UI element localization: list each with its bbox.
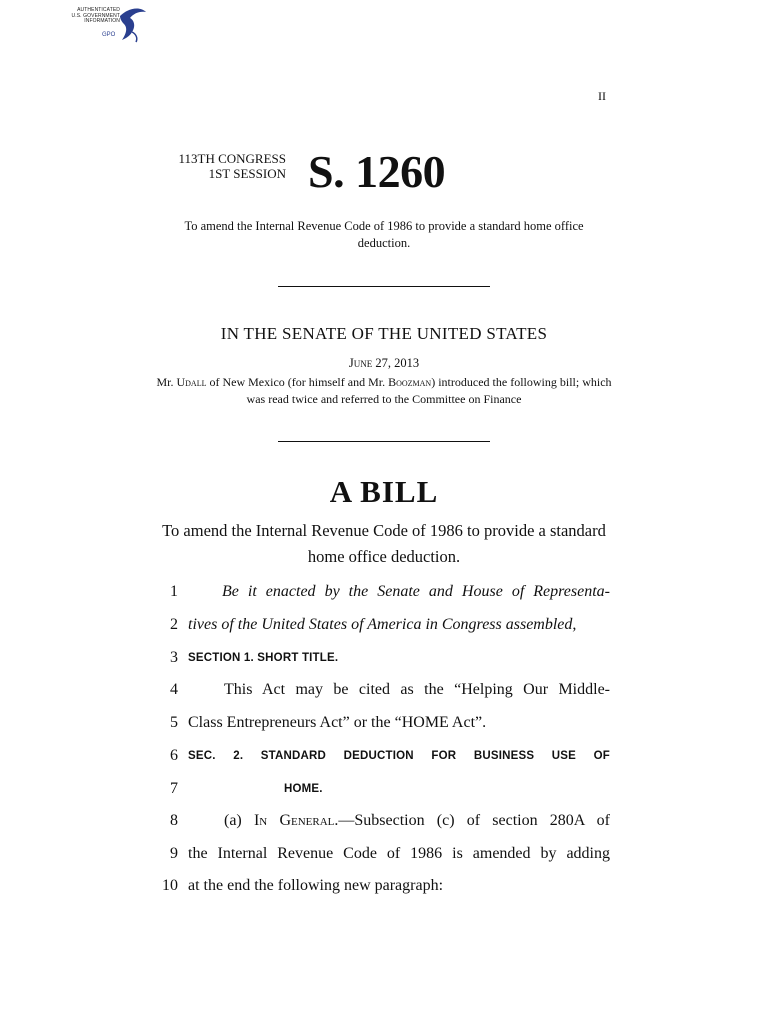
line-number: 1 [170,583,178,600]
enacting-clause-line: tives of the United States of America in Congress assembled, [188,616,577,633]
gpo-badge-text [62,8,120,25]
section-heading: SEC. 2. STANDARD DEDUCTION FOR BUSINESS USE OF [188,750,610,762]
congress-label: 113TH CONGRESS [178,151,286,166]
body-line [224,812,610,830]
chamber-title: IN THE SENATE OF THE UNITED STATES [220,324,548,343]
session-label: 1ST SESSION [208,166,286,181]
line-number: 6 [170,747,178,764]
subsection-label: (a) [224,812,254,829]
sponsor-name: Udall [176,375,207,389]
line-number: 8 [170,812,178,829]
bill-purpose: To amend the Internal Revenue Code of 1986 to provide a standard home office deduction. [162,521,606,566]
intro-text: of New Mexico (for himself and Mr. [206,375,389,389]
enacting-clause-line: Be it enacted by the Senate and House of Representa- [222,583,610,600]
gpo-authentication-badge [62,6,146,46]
line-number: 2 [170,616,178,633]
line-number: 3 [170,649,178,666]
subsection-title: In General [253,812,335,829]
body-line: at the end the following new paragraph: [188,877,444,894]
body-text: .—Subsection (c) of section 280A of [334,812,611,829]
divider-rule [278,286,490,287]
body-line: This Act may be cited as the “Helping Our Middle- [224,681,610,698]
section-heading-continued: HOME. [284,783,323,795]
line-number: 5 [170,714,178,731]
intro-text: ) introduced the following bill; which was read twice and referred to the Committee on Finance [246,375,612,406]
introduction-statement [156,374,612,407]
version-mark: II [598,89,606,103]
bill-number: S. 1260 [308,146,446,197]
line-number: 10 [162,877,178,894]
line-number: 9 [170,845,178,862]
introduction-date: June 27, 2013 [348,356,420,370]
body-line: the Internal Revenue Code of 1986 is amended by adding [188,845,610,862]
gpo-badge-line: U.S. GOVERNMENT [71,12,120,19]
gpo-badge-line: AUTHENTICATED [77,7,120,13]
body-line: Class Entrepreneurs Act” or the “HOME Act”. [188,714,487,731]
line-number: 4 [170,681,178,698]
gpo-badge-line: INFORMATION [84,18,120,24]
gpo-label: GPO [102,32,116,38]
congress-session-block [158,151,286,181]
bill-heading: A BILL [329,474,439,509]
section-heading: SECTION 1. SHORT TITLE. [188,652,339,664]
short-purpose: To amend the Internal Revenue Code of 1986 to provide a standard home office deduction. [184,219,584,250]
eagle-icon [114,6,148,44]
line-number: 7 [170,780,178,797]
intro-text: Mr. [156,375,177,389]
cosponsor-name: Boozman [388,375,432,389]
divider-rule [278,441,490,442]
